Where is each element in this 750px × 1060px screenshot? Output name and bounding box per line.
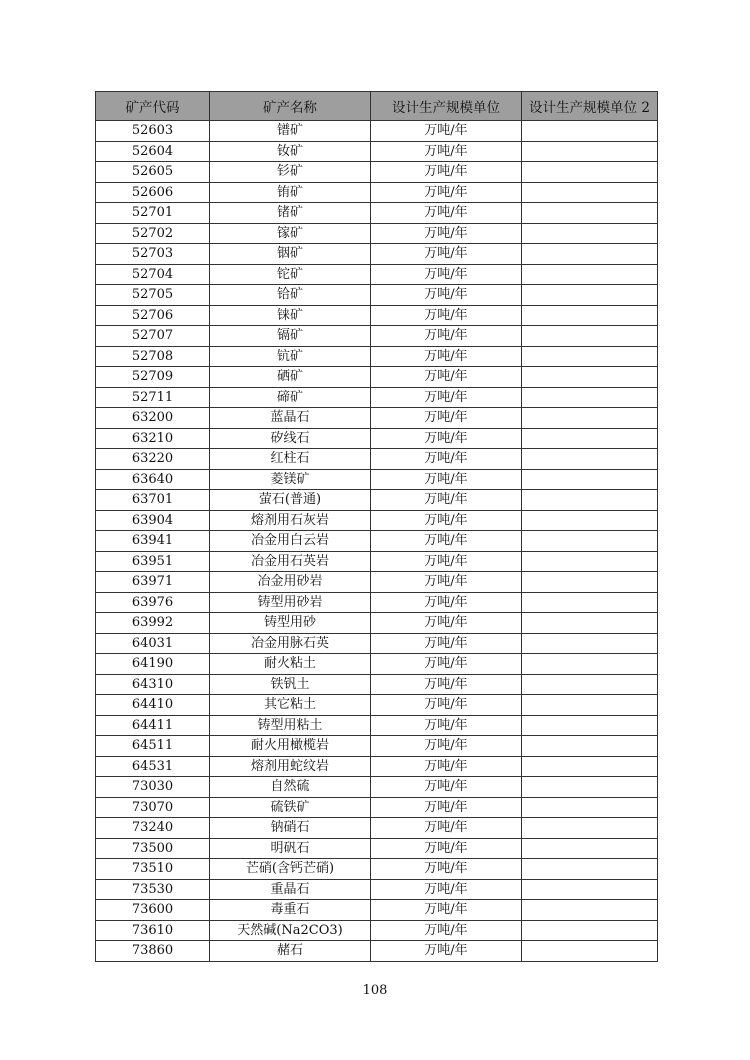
cell-mineral-name: 红柱石	[210, 449, 371, 470]
cell-design-unit-2	[522, 531, 658, 552]
cell-design-unit-2	[522, 244, 658, 265]
cell-mineral-name: 铟矿	[210, 244, 371, 265]
table-body	[96, 121, 658, 962]
table-row	[96, 285, 658, 306]
table-row	[96, 797, 658, 818]
cell-design-unit-2	[522, 408, 658, 429]
cell-design-unit-2	[522, 469, 658, 490]
cell-design-unit-2	[522, 264, 658, 285]
table-row	[96, 859, 658, 880]
cell-mineral-code: 73610	[96, 920, 210, 941]
cell-mineral-code: 64031	[96, 633, 210, 654]
cell-design-unit-2	[522, 346, 658, 367]
cell-mineral-code: 63971	[96, 572, 210, 593]
cell-design-unit: 万吨/年	[371, 121, 522, 142]
cell-mineral-name: 铪矿	[210, 285, 371, 306]
cell-design-unit-2	[522, 920, 658, 941]
cell-design-unit-2	[522, 326, 658, 347]
cell-mineral-code: 52605	[96, 162, 210, 183]
cell-design-unit: 万吨/年	[371, 469, 522, 490]
cell-design-unit-2	[522, 551, 658, 572]
cell-design-unit: 万吨/年	[371, 900, 522, 921]
table-row	[96, 715, 658, 736]
header-mineral-name: 矿产名称	[210, 92, 371, 121]
cell-design-unit-2	[522, 818, 658, 839]
cell-design-unit: 万吨/年	[371, 551, 522, 572]
cell-mineral-name: 冶金用白云岩	[210, 531, 371, 552]
table-row	[96, 777, 658, 798]
cell-mineral-code: 64531	[96, 756, 210, 777]
table-row	[96, 182, 658, 203]
cell-mineral-name: 铸型用砂岩	[210, 592, 371, 613]
cell-mineral-name: 熔剂用石灰岩	[210, 510, 371, 531]
cell-mineral-code: 73240	[96, 818, 210, 839]
cell-design-unit-2	[522, 777, 658, 798]
cell-mineral-name: 铼矿	[210, 305, 371, 326]
cell-mineral-code: 63200	[96, 408, 210, 429]
cell-design-unit-2	[522, 305, 658, 326]
table-row	[96, 592, 658, 613]
cell-mineral-name: 自然硫	[210, 777, 371, 798]
header-design-unit-2: 设计生产规模单位 2	[522, 92, 658, 121]
cell-mineral-code: 73070	[96, 797, 210, 818]
cell-mineral-code: 63220	[96, 449, 210, 470]
cell-design-unit: 万吨/年	[371, 449, 522, 470]
cell-mineral-code: 52711	[96, 387, 210, 408]
cell-design-unit-2	[522, 490, 658, 511]
cell-mineral-name: 重晶石	[210, 879, 371, 900]
table-row	[96, 490, 658, 511]
table-row	[96, 326, 658, 347]
table-row	[96, 346, 658, 367]
cell-design-unit-2	[522, 879, 658, 900]
cell-mineral-name: 钐矿	[210, 162, 371, 183]
cell-design-unit: 万吨/年	[371, 736, 522, 757]
cell-design-unit-2	[522, 797, 658, 818]
cell-design-unit-2	[522, 674, 658, 695]
cell-mineral-name: 其它粘土	[210, 695, 371, 716]
cell-design-unit: 万吨/年	[371, 633, 522, 654]
cell-mineral-name: 冶金用砂岩	[210, 572, 371, 593]
cell-design-unit: 万吨/年	[371, 592, 522, 613]
cell-design-unit: 万吨/年	[371, 367, 522, 388]
cell-design-unit: 万吨/年	[371, 203, 522, 224]
header-design-unit: 设计生产规模单位	[371, 92, 522, 121]
header-mineral-code: 矿产代码	[96, 92, 210, 121]
cell-design-unit-2	[522, 203, 658, 224]
cell-mineral-name: 锗矿	[210, 203, 371, 224]
cell-design-unit: 万吨/年	[371, 715, 522, 736]
cell-mineral-code: 52604	[96, 141, 210, 162]
cell-mineral-name: 铕矿	[210, 182, 371, 203]
cell-design-unit-2	[522, 756, 658, 777]
cell-design-unit: 万吨/年	[371, 797, 522, 818]
cell-mineral-code: 73030	[96, 777, 210, 798]
cell-design-unit-2	[522, 592, 658, 613]
cell-design-unit: 万吨/年	[371, 305, 522, 326]
cell-mineral-code: 64411	[96, 715, 210, 736]
cell-mineral-code: 73860	[96, 941, 210, 962]
table-row	[96, 838, 658, 859]
cell-mineral-name: 赭石	[210, 941, 371, 962]
cell-design-unit-2	[522, 838, 658, 859]
cell-design-unit: 万吨/年	[371, 182, 522, 203]
cell-mineral-name: 芒硝(含钙芒硝)	[210, 859, 371, 880]
table-row	[96, 203, 658, 224]
cell-design-unit: 万吨/年	[371, 920, 522, 941]
cell-mineral-name: 镉矿	[210, 326, 371, 347]
cell-design-unit-2	[522, 449, 658, 470]
cell-mineral-code: 73510	[96, 859, 210, 880]
cell-design-unit-2	[522, 162, 658, 183]
cell-mineral-name: 钪矿	[210, 346, 371, 367]
cell-mineral-name: 毒重石	[210, 900, 371, 921]
cell-design-unit: 万吨/年	[371, 244, 522, 265]
table-row	[96, 449, 658, 470]
cell-design-unit: 万吨/年	[371, 859, 522, 880]
cell-design-unit: 万吨/年	[371, 510, 522, 531]
table-row	[96, 408, 658, 429]
table-row	[96, 469, 658, 490]
table-row	[96, 141, 658, 162]
cell-design-unit: 万吨/年	[371, 818, 522, 839]
table-row	[96, 900, 658, 921]
table-row	[96, 551, 658, 572]
table-row	[96, 879, 658, 900]
cell-design-unit-2	[522, 141, 658, 162]
cell-mineral-code: 52701	[96, 203, 210, 224]
cell-mineral-name: 钕矿	[210, 141, 371, 162]
cell-design-unit: 万吨/年	[371, 387, 522, 408]
cell-design-unit-2	[522, 695, 658, 716]
cell-design-unit-2	[522, 654, 658, 675]
table-row	[96, 531, 658, 552]
cell-design-unit: 万吨/年	[371, 223, 522, 244]
table-row	[96, 305, 658, 326]
mineral-table	[95, 91, 658, 962]
cell-mineral-code: 63976	[96, 592, 210, 613]
table-row	[96, 264, 658, 285]
cell-design-unit-2	[522, 572, 658, 593]
cell-mineral-code: 52707	[96, 326, 210, 347]
cell-design-unit: 万吨/年	[371, 428, 522, 449]
cell-mineral-code: 63640	[96, 469, 210, 490]
cell-mineral-name: 萤石(普通)	[210, 490, 371, 511]
cell-design-unit-2	[522, 510, 658, 531]
cell-mineral-name: 明矾石	[210, 838, 371, 859]
cell-design-unit: 万吨/年	[371, 408, 522, 429]
cell-design-unit: 万吨/年	[371, 941, 522, 962]
cell-mineral-code: 64190	[96, 654, 210, 675]
cell-mineral-code: 52702	[96, 223, 210, 244]
table-row	[96, 941, 658, 962]
cell-mineral-name: 钠硝石	[210, 818, 371, 839]
table-row	[96, 223, 658, 244]
cell-mineral-code: 64410	[96, 695, 210, 716]
table-row	[96, 633, 658, 654]
cell-mineral-name: 菱镁矿	[210, 469, 371, 490]
cell-design-unit-2	[522, 367, 658, 388]
cell-design-unit: 万吨/年	[371, 162, 522, 183]
cell-mineral-code: 73530	[96, 879, 210, 900]
cell-design-unit: 万吨/年	[371, 695, 522, 716]
cell-mineral-code: 52606	[96, 182, 210, 203]
cell-design-unit-2	[522, 285, 658, 306]
table-header-row	[96, 92, 658, 121]
cell-design-unit: 万吨/年	[371, 264, 522, 285]
cell-mineral-code: 73600	[96, 900, 210, 921]
cell-design-unit: 万吨/年	[371, 654, 522, 675]
cell-mineral-name: 镓矿	[210, 223, 371, 244]
table-row	[96, 428, 658, 449]
cell-mineral-name: 硒矿	[210, 367, 371, 388]
cell-design-unit-2	[522, 900, 658, 921]
cell-design-unit: 万吨/年	[371, 285, 522, 306]
cell-mineral-name: 天然碱(Na2CO3)	[210, 920, 371, 941]
cell-design-unit-2	[522, 121, 658, 142]
cell-mineral-name: 硫铁矿	[210, 797, 371, 818]
cell-mineral-code: 64511	[96, 736, 210, 757]
page-number: 108	[362, 983, 388, 998]
table-row	[96, 244, 658, 265]
cell-mineral-name: 碲矿	[210, 387, 371, 408]
cell-design-unit: 万吨/年	[371, 572, 522, 593]
cell-mineral-name: 镨矿	[210, 121, 371, 142]
table-row	[96, 736, 658, 757]
cell-mineral-code: 64310	[96, 674, 210, 695]
cell-mineral-code: 63701	[96, 490, 210, 511]
cell-design-unit-2	[522, 223, 658, 244]
table-row	[96, 572, 658, 593]
table-row	[96, 510, 658, 531]
cell-design-unit: 万吨/年	[371, 141, 522, 162]
table-row	[96, 756, 658, 777]
cell-mineral-name: 铸型用粘土	[210, 715, 371, 736]
table-row	[96, 162, 658, 183]
cell-mineral-name: 蓝晶石	[210, 408, 371, 429]
table-row	[96, 695, 658, 716]
cell-mineral-code: 52703	[96, 244, 210, 265]
cell-design-unit-2	[522, 428, 658, 449]
cell-design-unit: 万吨/年	[371, 879, 522, 900]
cell-mineral-name: 铸型用砂	[210, 613, 371, 634]
cell-mineral-code: 63992	[96, 613, 210, 634]
cell-design-unit: 万吨/年	[371, 777, 522, 798]
cell-mineral-code: 52706	[96, 305, 210, 326]
cell-design-unit: 万吨/年	[371, 490, 522, 511]
cell-design-unit-2	[522, 613, 658, 634]
cell-design-unit-2	[522, 633, 658, 654]
cell-mineral-name: 冶金用脉石英	[210, 633, 371, 654]
cell-design-unit: 万吨/年	[371, 674, 522, 695]
cell-design-unit: 万吨/年	[371, 346, 522, 367]
table-row	[96, 654, 658, 675]
cell-mineral-code: 63904	[96, 510, 210, 531]
cell-mineral-name: 矽线石	[210, 428, 371, 449]
cell-mineral-name: 铁钒土	[210, 674, 371, 695]
cell-mineral-code: 52603	[96, 121, 210, 142]
cell-mineral-name: 铊矿	[210, 264, 371, 285]
cell-design-unit-2	[522, 736, 658, 757]
table-row	[96, 387, 658, 408]
table-row	[96, 367, 658, 388]
cell-mineral-code: 63951	[96, 551, 210, 572]
cell-mineral-name: 熔剂用蛇纹岩	[210, 756, 371, 777]
cell-mineral-name: 冶金用石英岩	[210, 551, 371, 572]
cell-mineral-code: 52709	[96, 367, 210, 388]
cell-mineral-code: 73500	[96, 838, 210, 859]
cell-mineral-code: 52704	[96, 264, 210, 285]
cell-design-unit: 万吨/年	[371, 613, 522, 634]
table-row	[96, 920, 658, 941]
cell-mineral-code: 52705	[96, 285, 210, 306]
table-row	[96, 613, 658, 634]
cell-design-unit: 万吨/年	[371, 838, 522, 859]
table-row	[96, 121, 658, 142]
cell-mineral-code: 63210	[96, 428, 210, 449]
cell-design-unit: 万吨/年	[371, 326, 522, 347]
cell-design-unit-2	[522, 859, 658, 880]
cell-design-unit-2	[522, 182, 658, 203]
cell-mineral-name: 耐火用橄榄岩	[210, 736, 371, 757]
table-row	[96, 674, 658, 695]
cell-design-unit-2	[522, 715, 658, 736]
cell-design-unit: 万吨/年	[371, 756, 522, 777]
table-row	[96, 818, 658, 839]
cell-mineral-name: 耐火粘土	[210, 654, 371, 675]
cell-design-unit: 万吨/年	[371, 531, 522, 552]
cell-design-unit-2	[522, 387, 658, 408]
cell-mineral-code: 52708	[96, 346, 210, 367]
cell-design-unit-2	[522, 941, 658, 962]
cell-mineral-code: 63941	[96, 531, 210, 552]
